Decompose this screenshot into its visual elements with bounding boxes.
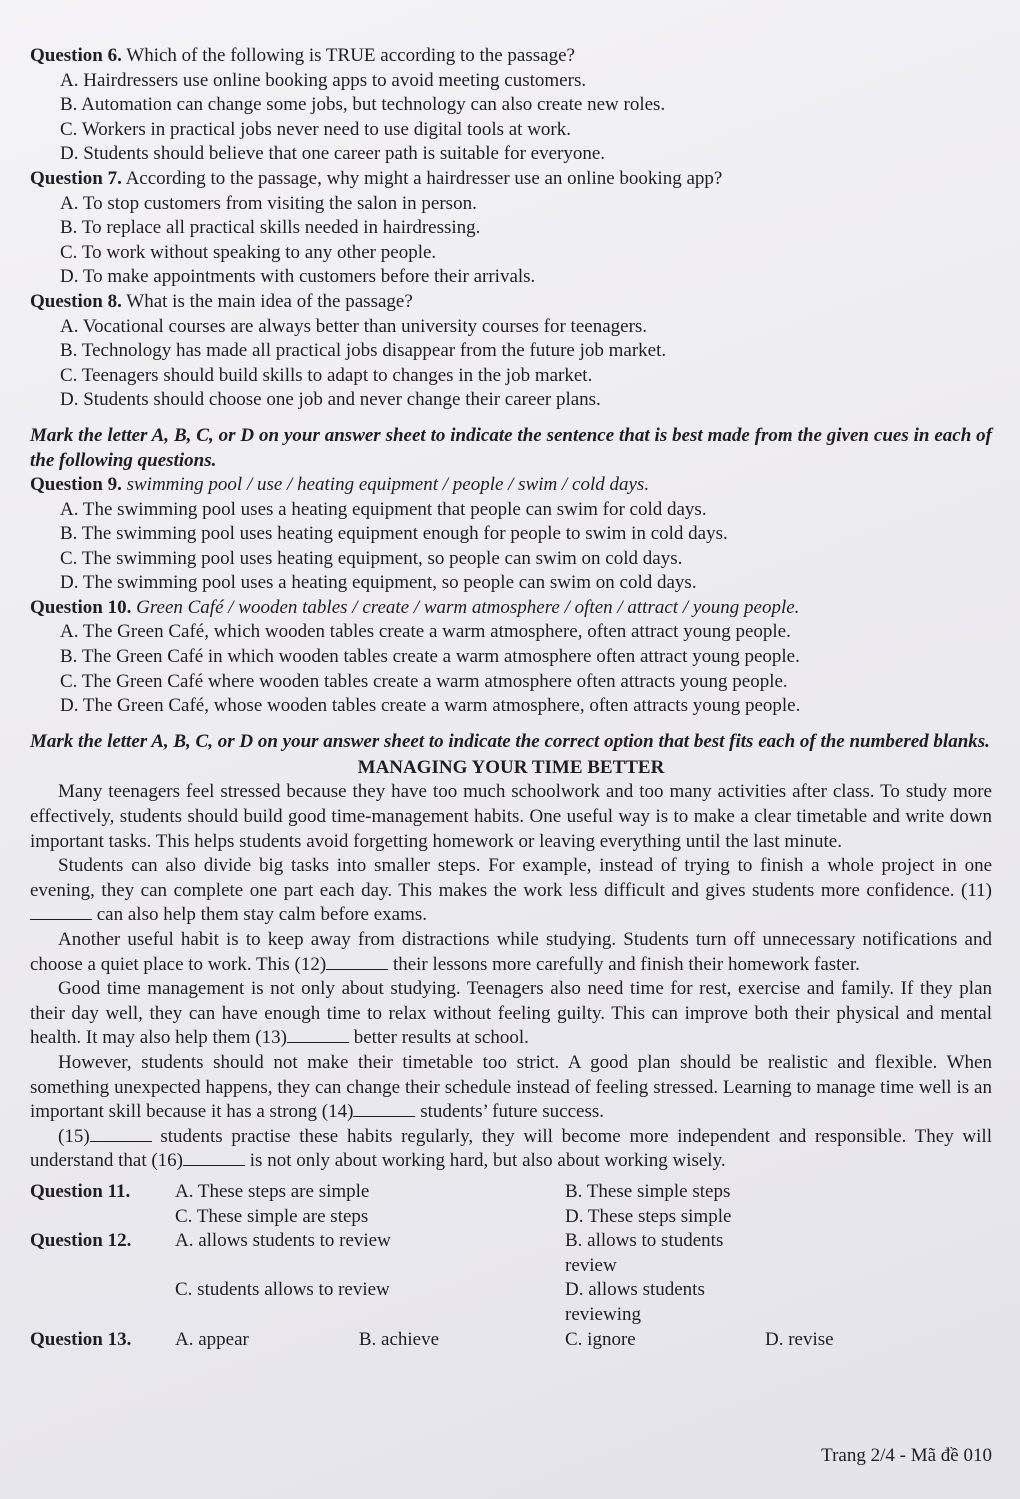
q13-option-d: D. revise <box>765 1328 834 1350</box>
q11-option-c: C. These simple are steps <box>175 1205 369 1227</box>
option-b: B. To replace all practical skills needed in hairdressing. <box>60 217 481 239</box>
question-text: Which of the following is TRUE according to the passage? <box>126 45 575 66</box>
option-d: D. To make appointments with customers before their arrivals. <box>60 266 536 288</box>
option-d: D. Students should choose one job and never change their career plans. <box>60 389 601 411</box>
question-6 <box>30 44 992 167</box>
option-b: B. Automation can change some jobs, but technology can also create new roles. <box>60 94 666 116</box>
exam-sheet <box>30 44 992 1352</box>
blank-12 <box>326 953 388 970</box>
question-9 <box>30 473 992 596</box>
option-d: D. The Green Café, whose wooden tables create a warm atmosphere, often attracts young people. <box>60 695 801 717</box>
question-text: According to the passage, why might a hairdresser use an online booking app? <box>125 167 723 189</box>
directions-cloze: Mark the letter A, B, C, or D on your answer sheet to indicate the correct option that best fits each of the numbered blanks. <box>30 730 990 752</box>
option-c: C. Teenagers should build skills to adapt to changes in the job market. <box>60 364 593 386</box>
blank-15 <box>90 1125 152 1142</box>
q12-option-d: D. allows students reviewing <box>565 1279 705 1325</box>
option-c: C. The Green Café where wooden tables create a warm atmosphere often attracts young people. <box>60 670 788 692</box>
question-number: Question 9. <box>30 473 122 495</box>
q13-options-ab <box>175 1328 565 1353</box>
page-footer: Trang 2/4 - Mã đề 010 <box>821 1445 992 1466</box>
option-a: A. To stop customers from visiting the salon in person. <box>60 192 477 214</box>
q13-option-b: B. achieve <box>358 1328 440 1350</box>
blank-11 <box>30 903 92 920</box>
q12-option-b: B. allows to students review <box>565 1230 724 1276</box>
option-a: A. The swimming pool uses a heating equipment that people can swim for cold days. <box>60 498 707 520</box>
directions-sentence-building: Mark the letter A, B, C, or D on your answer sheet to indicate the sentence that is best made from the given cues in each of the following questions. <box>30 424 992 471</box>
passage-paragraph: However, students should not make their timetable too strict. A good plan should be realistic and flexible. When something unexpected happens, they can change their schedule instead of feeling stressed. Learning to manage time well is an important skill because it has a strong (14) students’ future success. <box>30 1051 992 1123</box>
answer-options <box>30 1180 992 1352</box>
q13-option-a: A. appear <box>175 1328 249 1350</box>
blank-14 <box>353 1100 415 1117</box>
question-cue: swimming pool / use / heating equipment / people / swim / cold days. <box>126 473 650 495</box>
passage-paragraph: Students can also divide big tasks into smaller steps. For example, instead of trying to finish a whole project in one evening, they can complete one part each day. This makes the work less difficult and gives students more confidence. (11) can also help them stay calm before exams. <box>30 855 992 926</box>
option-a: A. Vocational courses are always better than university courses for teenagers. <box>60 315 648 337</box>
option-c: C. Workers in practical jobs never need to use digital tools at work. <box>60 118 571 140</box>
passage-paragraph: Another useful habit is to keep away from distractions while studying. Students turn off unnecessary notifications and choose a quiet place to work. This (12) their lessons more carefully and finish their homework faster. <box>30 929 992 975</box>
option-c: C. The swimming pool uses heating equipment, so people can swim on cold days. <box>60 547 683 569</box>
option-b: B. The Green Café in which wooden tables create a warm atmosphere often attract young people. <box>60 646 800 668</box>
q11-option-d: D. These steps simple <box>565 1205 732 1227</box>
passage-paragraph: Many teenagers feel stressed because they have too much schoolwork and too many activities after class. To study more effectively, students should build good time-management habits. One useful way is to make a clear timetable and write down important tasks. This helps students avoid forgetting homework or leaving everything until the last minute. <box>30 781 992 852</box>
blank-16 <box>183 1149 245 1166</box>
passage-paragraph: Good time management is not only about studying. Teenagers also need time for rest, exercise and family. If they plan their day well, they can have enough time to relax without feeling guilty. This can improve both their physical and mental health. It may also help them (13) better results at school. <box>30 978 992 1049</box>
option-a: A. Hairdressers use online booking apps to avoid meeting customers. <box>60 69 587 91</box>
question-cue: Green Café / wooden tables / create / warm atmosphere / often / attract / young people. <box>136 596 800 618</box>
q12-option-c: C. students allows to review <box>175 1279 390 1301</box>
option-d: D. The swimming pool uses a heating equipment, so people can swim on cold days. <box>60 572 697 594</box>
passage-paragraph: (15) students practise these habits regularly, they will become more independent and responsible. They will understand that (16) is not only about working hard, but also about working wisely. <box>30 1125 992 1172</box>
option-b: B. Technology has made all practical jobs disappear from the future job market. <box>60 340 667 362</box>
option-b: B. The swimming pool uses heating equipment enough for people to swim in cold days. <box>60 523 728 545</box>
option-c: C. To work without speaking to any other people. <box>60 241 437 263</box>
question-number: Question 6. <box>30 45 122 66</box>
q13-option-c: C. ignore <box>565 1328 636 1350</box>
question-number: Question 7. <box>30 167 122 189</box>
question-text: What is the main idea of the passage? <box>126 290 413 312</box>
q12-option-a: A. allows students to review <box>175 1230 391 1252</box>
passage-title: MANAGING YOUR TIME BETTER <box>357 756 665 778</box>
blank-13 <box>287 1026 349 1043</box>
question-8 <box>30 290 992 413</box>
question-7 <box>30 167 992 290</box>
question-10 <box>30 596 992 719</box>
question-12-label: Question 12. <box>30 1230 132 1252</box>
question-number: Question 10. <box>30 596 132 618</box>
q11-option-b: B. These simple steps <box>565 1180 731 1202</box>
option-a: A. The Green Café, which wooden tables create a warm atmosphere, often attract young people. <box>60 621 791 643</box>
question-11-label: Question 11. <box>30 1180 131 1202</box>
q11-option-a: A. These steps are simple <box>175 1180 370 1202</box>
question-number: Question 8. <box>30 290 122 312</box>
question-13-label: Question 13. <box>30 1328 132 1350</box>
option-d: D. Students should believe that one career path is suitable for everyone. <box>60 143 606 165</box>
